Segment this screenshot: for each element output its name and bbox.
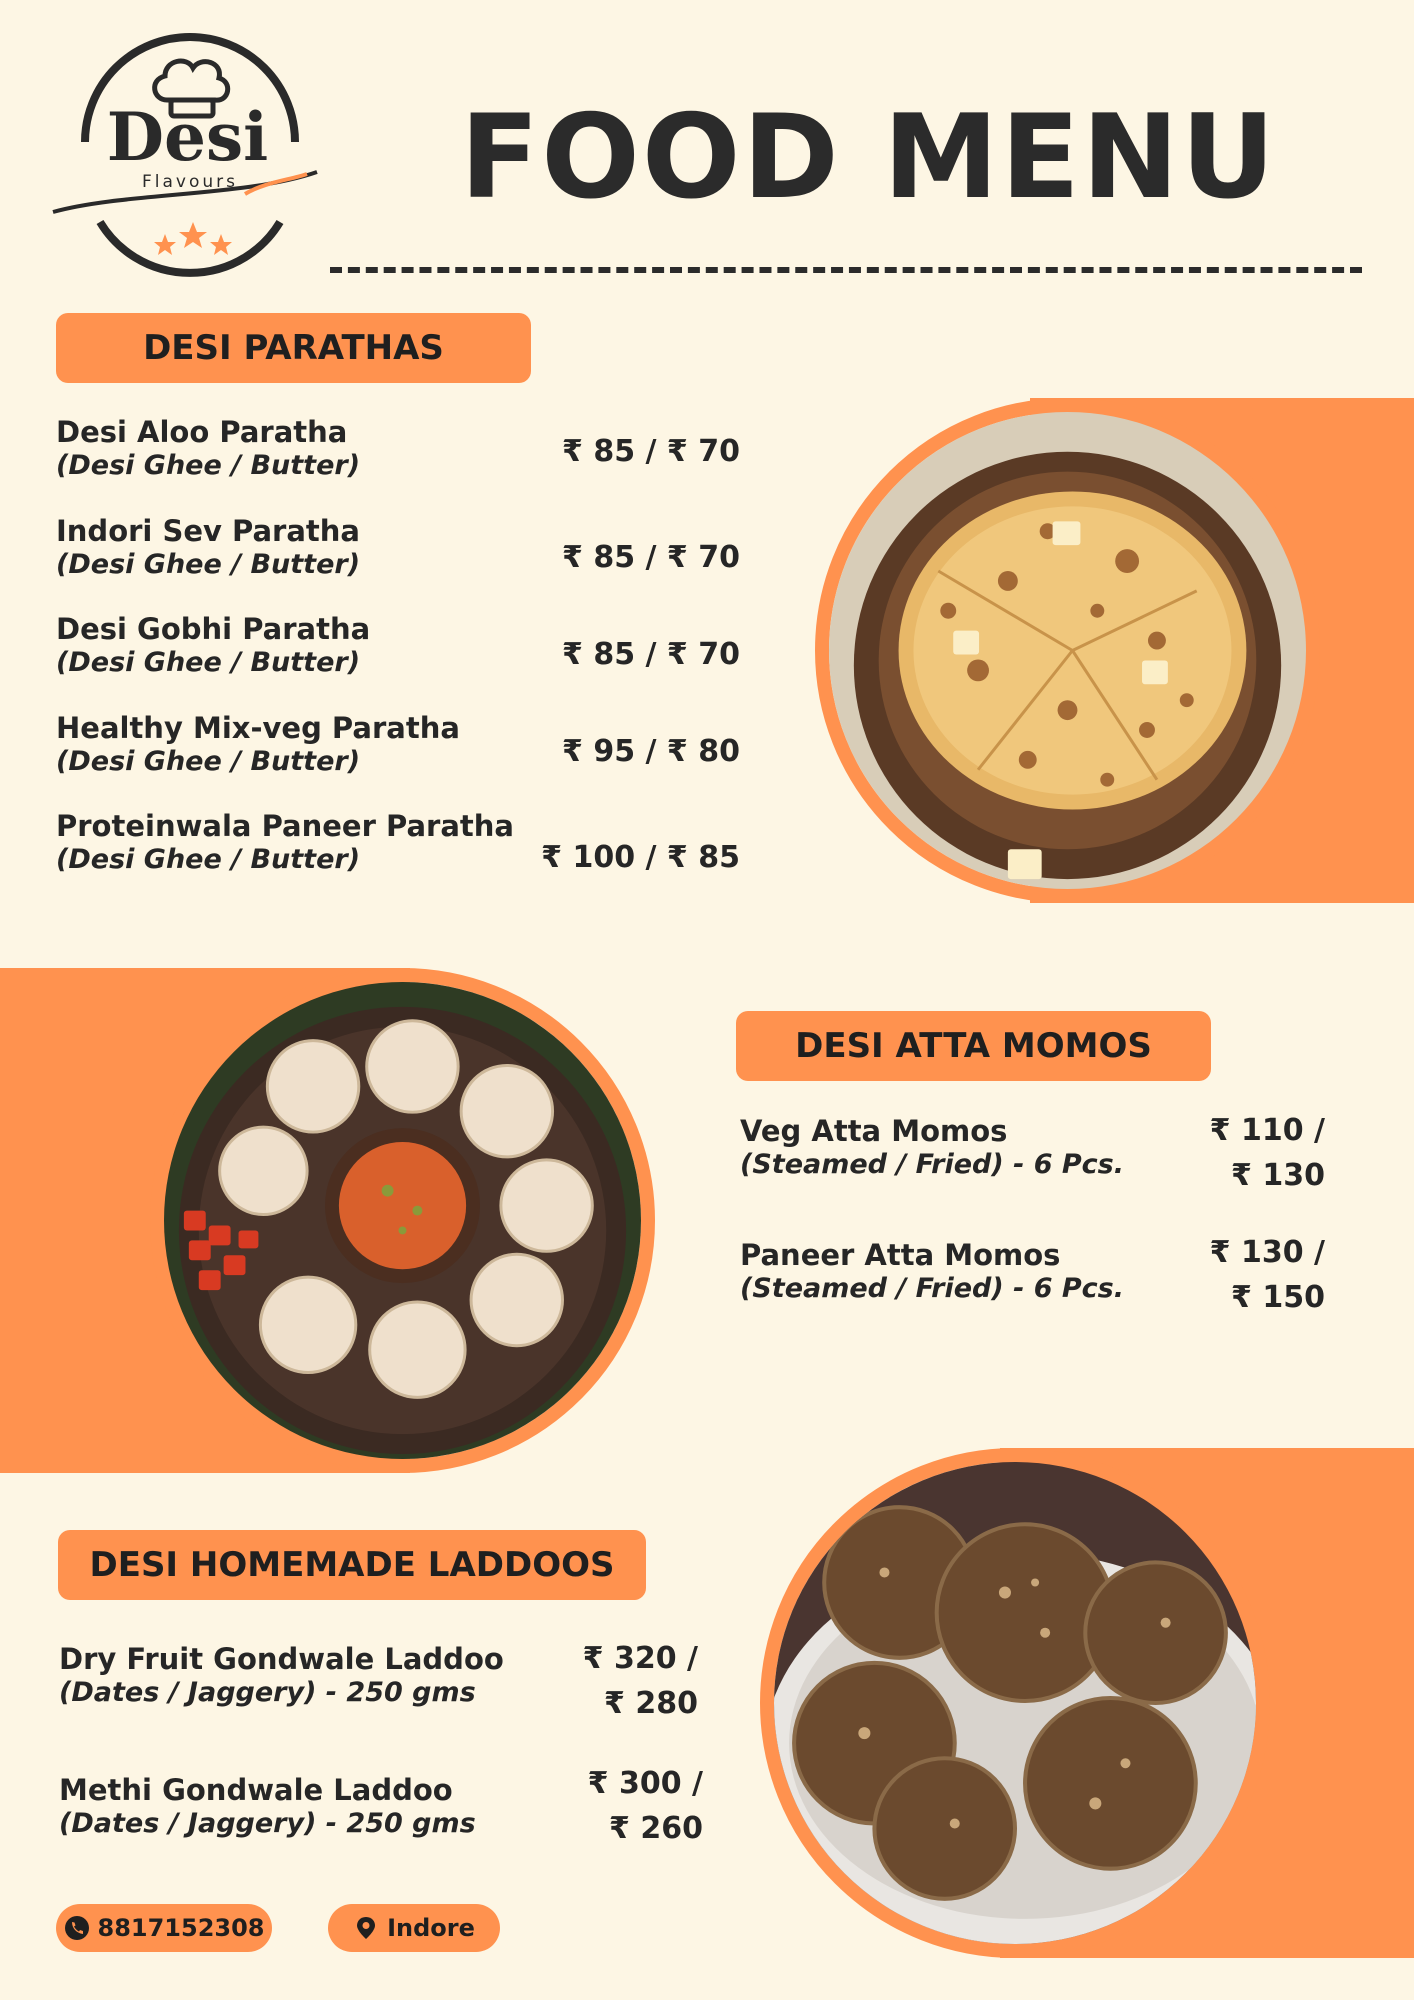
brand-logo <box>45 22 330 287</box>
item-price: ₹ 100 / ₹ 85 <box>541 840 740 875</box>
location-pill[interactable] <box>328 1904 500 1952</box>
item-price-line1: ₹ 110 / <box>1209 1113 1325 1148</box>
list-item <box>56 514 360 581</box>
list-item <box>56 415 360 482</box>
brand-tagline: Flavours <box>141 172 238 192</box>
location-text: Indore <box>387 1914 475 1942</box>
item-price-line2: ₹ 130 <box>1231 1158 1325 1193</box>
list-item <box>56 612 370 679</box>
phone-pill[interactable] <box>56 1904 272 1952</box>
item-name: Dry Fruit Gondwale Laddoo <box>59 1642 504 1676</box>
item-name: Desi Aloo Paratha <box>56 415 348 449</box>
item-price-line2: ₹ 260 <box>609 1811 703 1846</box>
phone-number: 8817152308 <box>97 1914 265 1942</box>
list-item <box>59 1642 504 1709</box>
item-note: (Desi Ghee / Butter) <box>56 449 361 481</box>
item-note: (Desi Ghee / Butter) <box>56 745 361 777</box>
item-note: (Steamed / Fried) - 6 Pcs. <box>740 1148 1124 1180</box>
item-price-line1: ₹ 130 / <box>1209 1235 1325 1270</box>
item-price <box>520 1636 698 1726</box>
item-name: Paneer Atta Momos <box>740 1238 1061 1272</box>
item-name: Healthy Mix-veg Paratha <box>56 711 460 745</box>
paratha-photo <box>815 398 1320 903</box>
phone-icon <box>64 1915 90 1941</box>
title-divider <box>330 267 1362 273</box>
page-title: FOOD MENU <box>460 90 1278 225</box>
item-price <box>520 1761 703 1851</box>
section-label-parathas: DESI PARATHAS <box>56 313 531 383</box>
list-item <box>56 711 460 778</box>
brand-name: Desi <box>106 98 269 176</box>
item-name: Indori Sev Paratha <box>56 514 361 548</box>
item-note: (Desi Ghee / Butter) <box>56 646 361 678</box>
list-item <box>740 1238 1124 1305</box>
section-label-momos: DESI ATTA MOMOS <box>736 1011 1211 1081</box>
item-price: ₹ 85 / ₹ 70 <box>562 637 740 672</box>
item-name: Veg Atta Momos <box>740 1114 1008 1148</box>
item-name: Proteinwala Paneer Paratha <box>56 809 514 843</box>
item-price-line2: ₹ 280 <box>604 1686 698 1721</box>
item-price-line2: ₹ 150 <box>1231 1280 1325 1315</box>
item-name: Desi Gobhi Paratha <box>56 612 371 646</box>
location-pin-icon <box>353 1915 379 1941</box>
section-label-laddoos: DESI HOMEMADE LADDOOS <box>58 1530 646 1600</box>
item-price-line1: ₹ 320 / <box>582 1641 698 1676</box>
item-price: ₹ 85 / ₹ 70 <box>562 434 740 469</box>
list-item <box>59 1773 476 1840</box>
item-note: (Steamed / Fried) - 6 Pcs. <box>740 1272 1124 1304</box>
list-item <box>740 1114 1124 1181</box>
laddoos-photo <box>760 1448 1270 1958</box>
item-note: (Desi Ghee / Butter) <box>56 548 361 580</box>
item-note: (Dates / Jaggery) - 250 gms <box>59 1676 476 1708</box>
item-price-line1: ₹ 300 / <box>587 1766 703 1801</box>
list-item <box>56 809 514 876</box>
momos-photo <box>150 968 655 1473</box>
item-name: Methi Gondwale Laddoo <box>59 1773 453 1807</box>
item-note: (Dates / Jaggery) - 250 gms <box>59 1807 476 1839</box>
item-price <box>1130 1108 1325 1198</box>
item-note: (Desi Ghee / Butter) <box>56 843 361 875</box>
star-icon <box>154 222 232 255</box>
item-price: ₹ 95 / ₹ 80 <box>562 734 740 769</box>
item-price <box>1130 1230 1325 1320</box>
item-price: ₹ 85 / ₹ 70 <box>562 540 740 575</box>
